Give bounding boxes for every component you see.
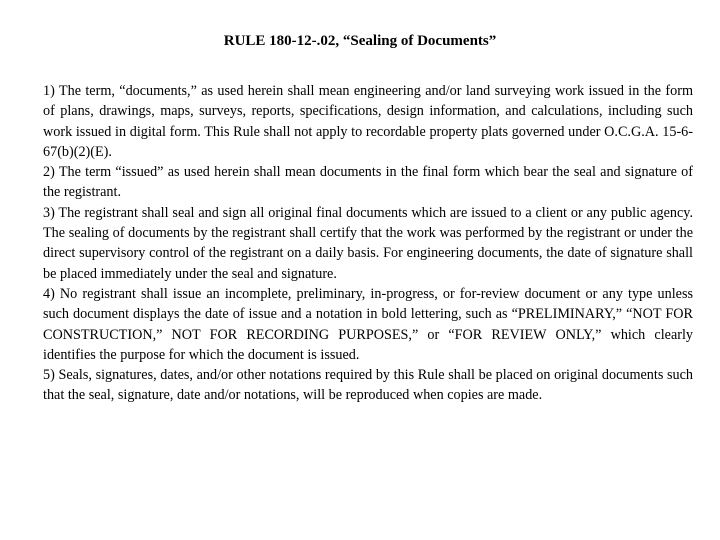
- paragraph-incomplete-documents: 4) No registrant shall issue an incomplete, preliminary, in-progress, or for-review document or any type unless such document displays the date of issue and a notation in bold lettering, such as “PRELIMINARY,” “NOT FOR CONSTRUCTION,” NOT FOR RECORDING PURPOSES,” or “FOR REVIEW ONLY,” which clearly identifies the purpose for which the document is issued.: [43, 285, 693, 363]
- paragraph-placement-of-seals: 5) Seals, signatures, dates, and/or other notations required by this Rule shall be placed on original documents such that the seal, signature, date and/or notations, will be reproduced when copies are made.: [43, 367, 693, 404]
- paragraph-definition-documents: 1) The term, “documents,” as used herein shall mean engineering and/or land surveying work issued in the form of plans, drawings, maps, surveys, reports, specifications, design information, and calculations, including such work issued in digital form. This Rule shall not apply to recordable property plats governed under O.C.G.A. 15-6-67(b)(2)(E).: [43, 83, 693, 160]
- page-title: RULE 180-12-.02, “Sealing of Documents”: [223, 33, 497, 49]
- paragraph-seal-and-sign: 3) The registrant shall seal and sign all original final documents which are issued to a client or any public agency. The sealing of documents by the registrant shall certify that the work was performed by the registrant or under the direct supervisory control of the registrant on a daily basis. For engineering documents, the date of signature shall be placed immediately under the seal and signature.: [43, 204, 693, 282]
- rule-body: [43, 81, 693, 406]
- paragraph-definition-issued: 2) The term “issued” as used herein shall mean documents in the final form which bear the seal and signature of the registrant.: [43, 164, 693, 201]
